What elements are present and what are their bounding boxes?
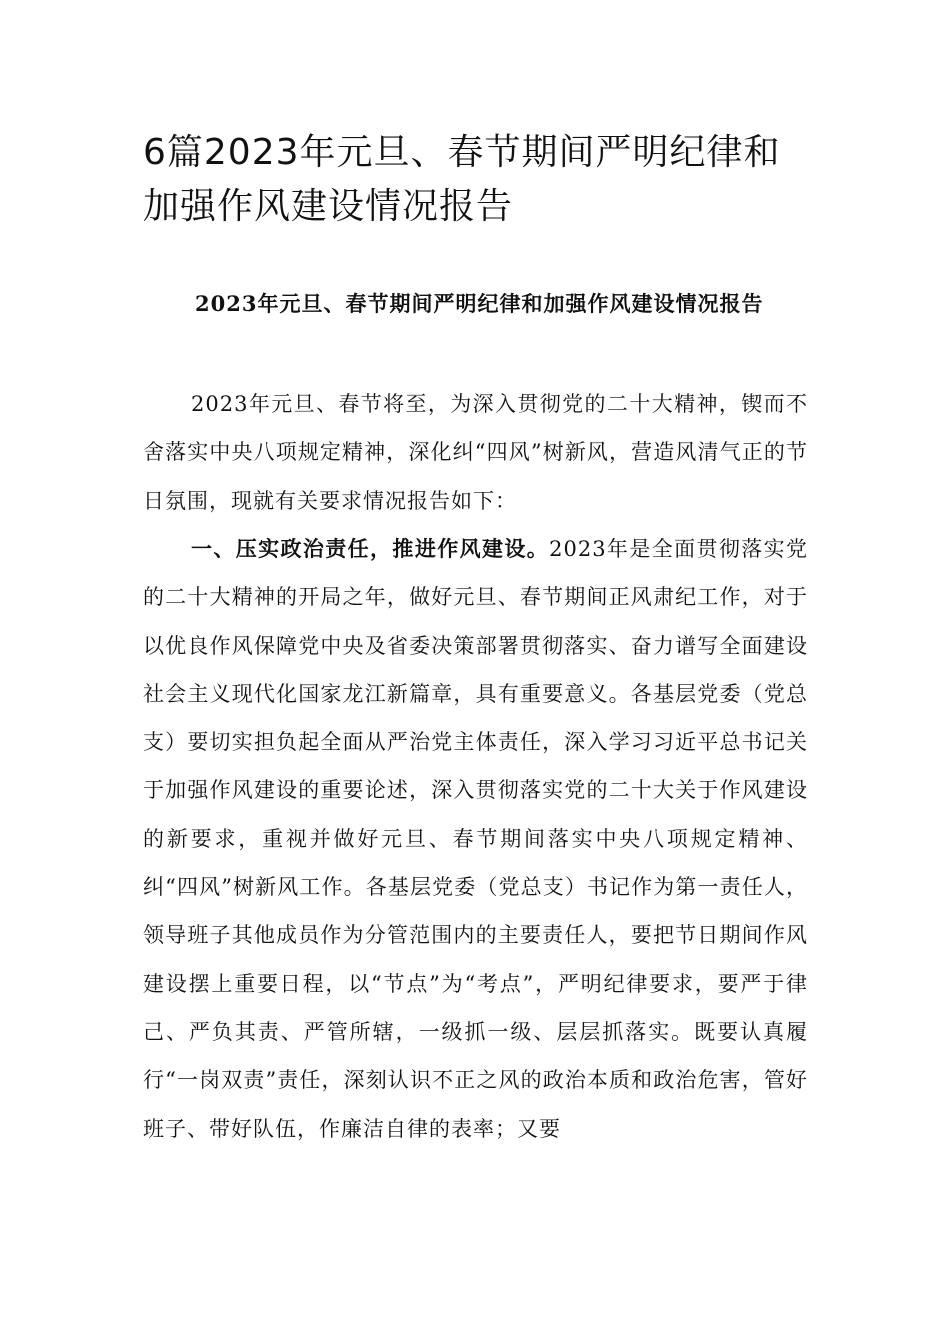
intro-paragraph: [143, 380, 808, 525]
report-subtitle: 2023年元旦、春节期间严明纪律和加强作风建设情况报告: [195, 291, 764, 316]
section-one-paragraph: [143, 525, 808, 1153]
document-title: 6篇2023年元旦、春节期间严明纪律和加强作风建设情况报告: [143, 132, 781, 227]
intro-paragraph-text: 2023年元旦、春节将至，为深入贯彻党的二十大精神，锲而不舍落实中央八项规定精神，深化纠“四风”树新风，营造风清气正的节日氛围，现就有关要求情况报告如下：: [143, 392, 808, 513]
section-one-heading: 一、压实政治责任，推进作风建设。: [191, 536, 550, 561]
section-one-text: 2023年是全面贯彻落实党的二十大精神的开局之年，做好元旦、春节期间正风肃纪工作，对于以优良作风保障党中央及省委决策部署贯彻落实、奋力谱写全面建设社会主义现代化国家龙江新篇章，具有重要意义。各基层党委（党总支）要切实担负起全面从严治党主体责任，深入学习习近平总书记关于加强作风建设的重要论述，深入贯彻落实党的二十大关于作风建设的新要求，重视并做好元旦、春节期间落实中央八项规定精神、纠“四风”树新风工作。各基层党委（党总支）书记作为第一责任人，领导班子其他成员作为分管范围内的主要责任人，要把节日期间作风建设摆上重要日程，以“节点”为“考点”，严明纪律要求，要严于律己、严负其责、严管所辖，一级抓一级、层层抓落实。既要认真履行“一岗双责”责任，深刻认识不正之风的政治本质和政治危害，管好班子、带好队伍，作廉洁自律的表率；又要: [143, 537, 808, 1141]
